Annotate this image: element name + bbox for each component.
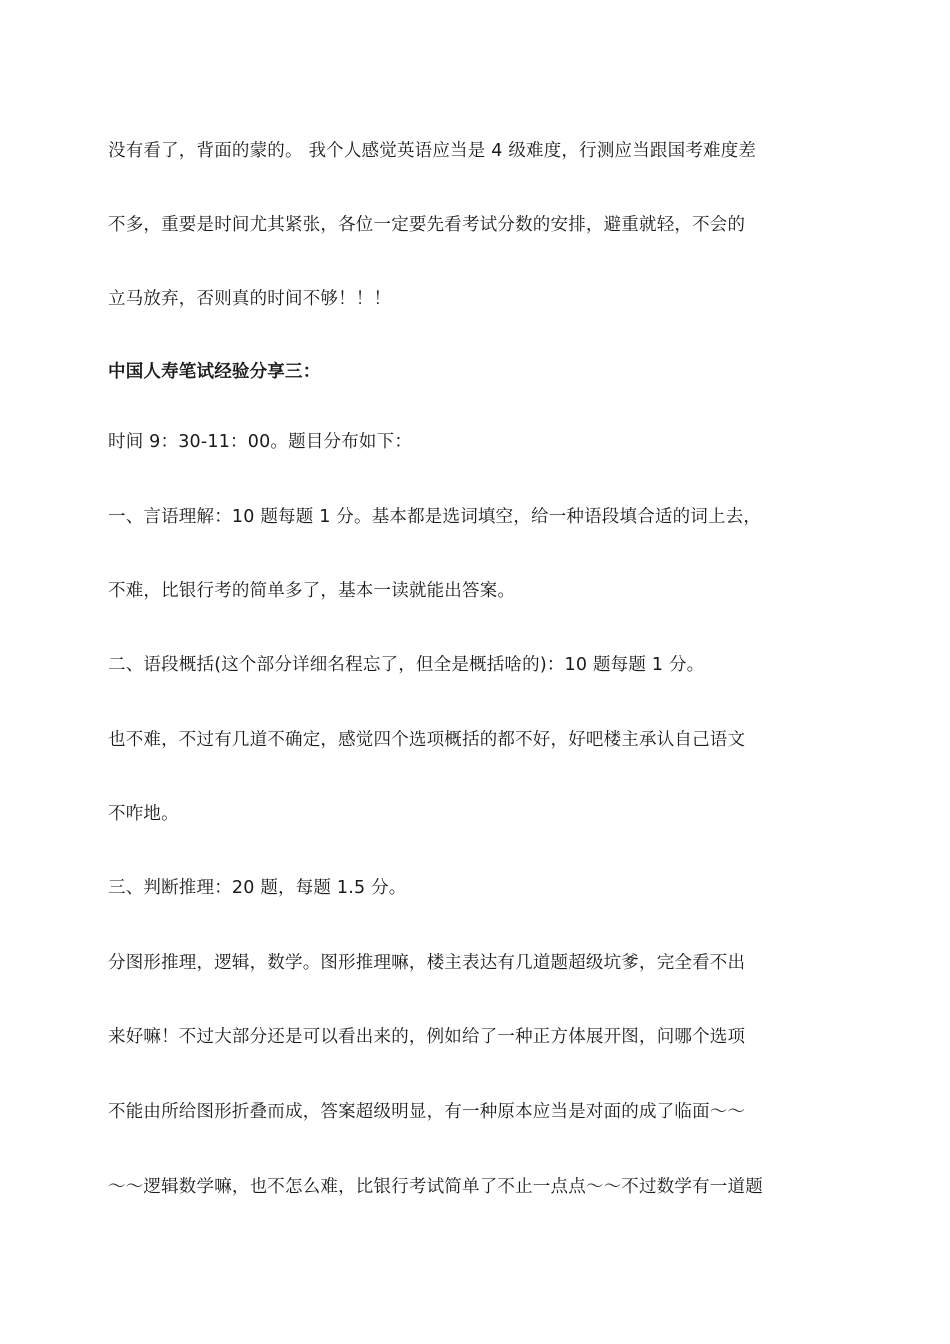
paragraph-line: 二、语段概括(这个部分详细名程忘了，但全是概括啥的)：10 题每题 1 分。 [108, 655, 705, 675]
paragraph-line: 一、言语理解：10 题每题 1 分。基本都是选词填空，给一种语段填合适的词上去， [108, 507, 762, 527]
paragraph-line: 来好嘛！不过大部分还是可以看出来的，例如给了一种正方体展开图，问哪个选项 [108, 1027, 746, 1047]
paragraph-line: 也不难，不过有几道不确定，感觉四个选项概括的都不好，好吧楼主承认自己语文 [108, 730, 746, 750]
section-heading: 中国人寿笔试经验分享三： [108, 362, 321, 382]
paragraph-line: 没有看了，背面的蒙的。 我个人感觉英语应当是 4 级难度，行测应当跟国考难度差 [108, 141, 757, 161]
paragraph-line: 不能由所给图形折叠而成，答案超级明显，有一种原本应当是对面的成了临面～～ [108, 1102, 746, 1122]
paragraph-line: 时间 9：30-11：00。题目分布如下： [108, 432, 413, 452]
paragraph-line: 分图形推理，逻辑，数学。图形推理嘛，楼主表达有几道题超级坑爹，完全看不出 [108, 953, 746, 973]
paragraph-line: 立马放弃，否则真的时间不够！！！ [108, 289, 392, 309]
paragraph-line: ～～逻辑数学嘛，也不怎么难，比银行考试简单了不止一点点～～不过数学有一道题 [108, 1177, 763, 1197]
paragraph-line: 不咋地。 [108, 804, 179, 824]
paragraph-line: 不多，重要是时间尤其紧张，各位一定要先看考试分数的安排，避重就轻，不会的 [108, 215, 746, 235]
paragraph-line: 三、判断推理：20 题，每题 1.5 分。 [108, 878, 407, 898]
paragraph-line: 不难，比银行考的简单多了，基本一读就能出答案。 [108, 581, 516, 601]
